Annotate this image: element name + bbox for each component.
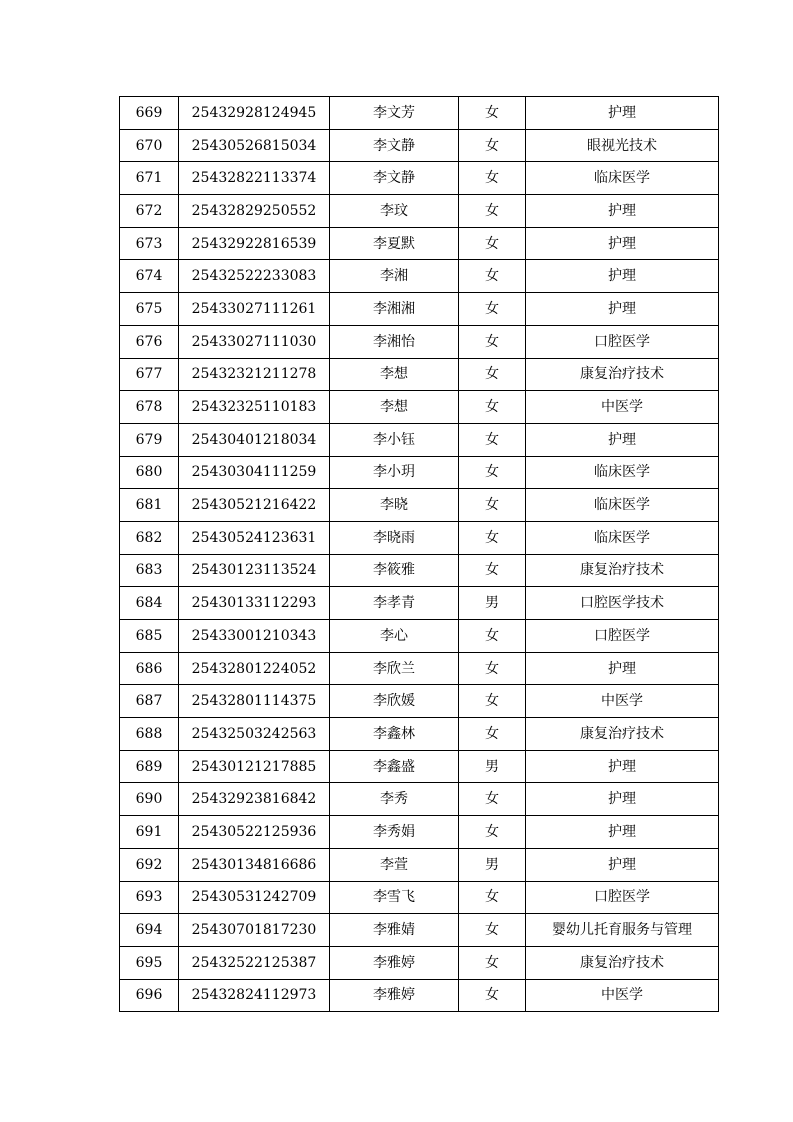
candidate-id-cell: 25433001210343	[179, 620, 330, 653]
major-cell: 康复治疗技术	[526, 718, 719, 751]
major-cell: 护理	[526, 750, 719, 783]
row-number-cell: 689	[120, 750, 179, 783]
gender-cell: 女	[459, 489, 526, 522]
candidate-id-cell: 25430531242709	[179, 881, 330, 914]
row-number-cell: 686	[120, 652, 179, 685]
major-cell: 护理	[526, 227, 719, 260]
table-row	[120, 881, 719, 914]
gender-cell: 女	[459, 685, 526, 718]
student-name-cell: 李鑫林	[330, 718, 459, 751]
gender-cell: 女	[459, 620, 526, 653]
major-cell: 康复治疗技术	[526, 946, 719, 979]
row-number-cell: 671	[120, 162, 179, 195]
student-name-cell: 李文静	[330, 129, 459, 162]
student-name-cell: 李秀	[330, 783, 459, 816]
gender-cell: 女	[459, 391, 526, 424]
table-row	[120, 521, 719, 554]
gender-cell: 女	[459, 195, 526, 228]
student-name-cell: 李心	[330, 620, 459, 653]
roster-body	[120, 97, 719, 1012]
student-name-cell: 李秀娟	[330, 816, 459, 849]
table-row	[120, 391, 719, 424]
row-number-cell: 691	[120, 816, 179, 849]
candidate-id-cell: 25432822113374	[179, 162, 330, 195]
gender-cell: 男	[459, 750, 526, 783]
major-cell: 中医学	[526, 685, 719, 718]
gender-cell: 女	[459, 914, 526, 947]
major-cell: 康复治疗技术	[526, 554, 719, 587]
gender-cell: 女	[459, 946, 526, 979]
candidate-id-cell: 25432522233083	[179, 260, 330, 293]
student-name-cell: 李晓	[330, 489, 459, 522]
row-number-cell: 682	[120, 521, 179, 554]
candidate-id-cell: 25430304111259	[179, 456, 330, 489]
table-row	[120, 685, 719, 718]
table-row	[120, 489, 719, 522]
major-cell: 口腔医学	[526, 620, 719, 653]
gender-cell: 男	[459, 587, 526, 620]
student-name-cell: 李小钰	[330, 423, 459, 456]
table-row	[120, 325, 719, 358]
major-cell: 护理	[526, 195, 719, 228]
student-name-cell: 李玟	[330, 195, 459, 228]
table-row	[120, 129, 719, 162]
student-name-cell: 李湘	[330, 260, 459, 293]
table-row	[120, 783, 719, 816]
table-row	[120, 946, 719, 979]
student-name-cell: 李文静	[330, 162, 459, 195]
major-cell: 护理	[526, 293, 719, 326]
student-name-cell: 李雅婷	[330, 979, 459, 1012]
row-number-cell: 679	[120, 423, 179, 456]
student-name-cell: 李欣媛	[330, 685, 459, 718]
major-cell: 护理	[526, 423, 719, 456]
row-number-cell: 694	[120, 914, 179, 947]
row-number-cell: 695	[120, 946, 179, 979]
candidate-id-cell: 25430701817230	[179, 914, 330, 947]
table-row	[120, 456, 719, 489]
table-row	[120, 914, 719, 947]
row-number-cell: 673	[120, 227, 179, 260]
student-name-cell: 李雅婷	[330, 946, 459, 979]
table-row	[120, 260, 719, 293]
candidate-id-cell: 25432824112973	[179, 979, 330, 1012]
row-number-cell: 675	[120, 293, 179, 326]
major-cell: 护理	[526, 848, 719, 881]
candidate-id-cell: 25432801224052	[179, 652, 330, 685]
table-row	[120, 979, 719, 1012]
student-name-cell: 李文芳	[330, 97, 459, 130]
table-row	[120, 358, 719, 391]
table-row	[120, 423, 719, 456]
table-row	[120, 652, 719, 685]
candidate-id-cell: 25430521216422	[179, 489, 330, 522]
major-cell: 护理	[526, 652, 719, 685]
row-number-cell: 696	[120, 979, 179, 1012]
row-number-cell: 677	[120, 358, 179, 391]
row-number-cell: 676	[120, 325, 179, 358]
candidate-id-cell: 25432928124945	[179, 97, 330, 130]
gender-cell: 女	[459, 129, 526, 162]
table-row	[120, 587, 719, 620]
row-number-cell: 678	[120, 391, 179, 424]
student-name-cell: 李欣兰	[330, 652, 459, 685]
table-row	[120, 97, 719, 130]
row-number-cell: 683	[120, 554, 179, 587]
major-cell: 口腔医学	[526, 325, 719, 358]
major-cell: 口腔医学	[526, 881, 719, 914]
row-number-cell: 674	[120, 260, 179, 293]
roster-sheet	[119, 96, 719, 1012]
gender-cell: 女	[459, 521, 526, 554]
candidate-id-cell: 25432522125387	[179, 946, 330, 979]
row-number-cell: 690	[120, 783, 179, 816]
student-name-cell: 李小玥	[330, 456, 459, 489]
candidate-id-cell: 25430522125936	[179, 816, 330, 849]
row-number-cell: 681	[120, 489, 179, 522]
gender-cell: 女	[459, 227, 526, 260]
candidate-id-cell: 25432503242563	[179, 718, 330, 751]
student-name-cell: 李湘湘	[330, 293, 459, 326]
student-name-cell: 李雪飞	[330, 881, 459, 914]
candidate-id-cell: 25432321211278	[179, 358, 330, 391]
student-name-cell: 李想	[330, 358, 459, 391]
table-row	[120, 750, 719, 783]
gender-cell: 女	[459, 97, 526, 130]
table-row	[120, 620, 719, 653]
table-row	[120, 848, 719, 881]
major-cell: 临床医学	[526, 162, 719, 195]
candidate-id-cell: 25432922816539	[179, 227, 330, 260]
major-cell: 康复治疗技术	[526, 358, 719, 391]
gender-cell: 女	[459, 816, 526, 849]
row-number-cell: 670	[120, 129, 179, 162]
candidate-id-cell: 25430121217885	[179, 750, 330, 783]
major-cell: 护理	[526, 260, 719, 293]
major-cell: 婴幼儿托育服务与管理	[526, 914, 719, 947]
major-cell: 临床医学	[526, 521, 719, 554]
major-cell: 护理	[526, 816, 719, 849]
major-cell: 临床医学	[526, 456, 719, 489]
table-row	[120, 718, 719, 751]
candidate-id-cell: 25432325110183	[179, 391, 330, 424]
gender-cell: 女	[459, 423, 526, 456]
major-cell: 护理	[526, 97, 719, 130]
candidate-id-cell: 25433027111030	[179, 325, 330, 358]
row-number-cell: 669	[120, 97, 179, 130]
gender-cell: 女	[459, 260, 526, 293]
student-name-cell: 李萱	[330, 848, 459, 881]
major-cell: 临床医学	[526, 489, 719, 522]
row-number-cell: 687	[120, 685, 179, 718]
table-row	[120, 195, 719, 228]
major-cell: 眼视光技术	[526, 129, 719, 162]
student-name-cell: 李孝青	[330, 587, 459, 620]
gender-cell: 女	[459, 358, 526, 391]
gender-cell: 女	[459, 881, 526, 914]
gender-cell: 女	[459, 652, 526, 685]
row-number-cell: 672	[120, 195, 179, 228]
student-name-cell: 李雅婧	[330, 914, 459, 947]
candidate-id-cell: 25430133112293	[179, 587, 330, 620]
major-cell: 口腔医学技术	[526, 587, 719, 620]
table-row	[120, 293, 719, 326]
candidate-id-cell: 25432923816842	[179, 783, 330, 816]
student-name-cell: 李想	[330, 391, 459, 424]
row-number-cell: 685	[120, 620, 179, 653]
student-roster-table	[119, 96, 719, 1012]
student-name-cell: 李晓雨	[330, 521, 459, 554]
gender-cell: 女	[459, 162, 526, 195]
candidate-id-cell: 25432801114375	[179, 685, 330, 718]
candidate-id-cell: 25430123113524	[179, 554, 330, 587]
gender-cell: 女	[459, 783, 526, 816]
major-cell: 中医学	[526, 391, 719, 424]
major-cell: 中医学	[526, 979, 719, 1012]
row-number-cell: 680	[120, 456, 179, 489]
candidate-id-cell: 25430401218034	[179, 423, 330, 456]
student-name-cell: 李夏默	[330, 227, 459, 260]
row-number-cell: 684	[120, 587, 179, 620]
gender-cell: 男	[459, 848, 526, 881]
row-number-cell: 692	[120, 848, 179, 881]
gender-cell: 女	[459, 293, 526, 326]
gender-cell: 女	[459, 979, 526, 1012]
candidate-id-cell: 25430134816686	[179, 848, 330, 881]
table-row	[120, 816, 719, 849]
student-name-cell: 李湘怡	[330, 325, 459, 358]
major-cell: 护理	[526, 783, 719, 816]
row-number-cell: 693	[120, 881, 179, 914]
table-row	[120, 162, 719, 195]
gender-cell: 女	[459, 456, 526, 489]
candidate-id-cell: 25430526815034	[179, 129, 330, 162]
gender-cell: 女	[459, 718, 526, 751]
candidate-id-cell: 25430524123631	[179, 521, 330, 554]
row-number-cell: 688	[120, 718, 179, 751]
student-name-cell: 李鑫盛	[330, 750, 459, 783]
table-row	[120, 227, 719, 260]
table-row	[120, 554, 719, 587]
student-name-cell: 李筱雅	[330, 554, 459, 587]
gender-cell: 女	[459, 325, 526, 358]
gender-cell: 女	[459, 554, 526, 587]
candidate-id-cell: 25433027111261	[179, 293, 330, 326]
candidate-id-cell: 25432829250552	[179, 195, 330, 228]
